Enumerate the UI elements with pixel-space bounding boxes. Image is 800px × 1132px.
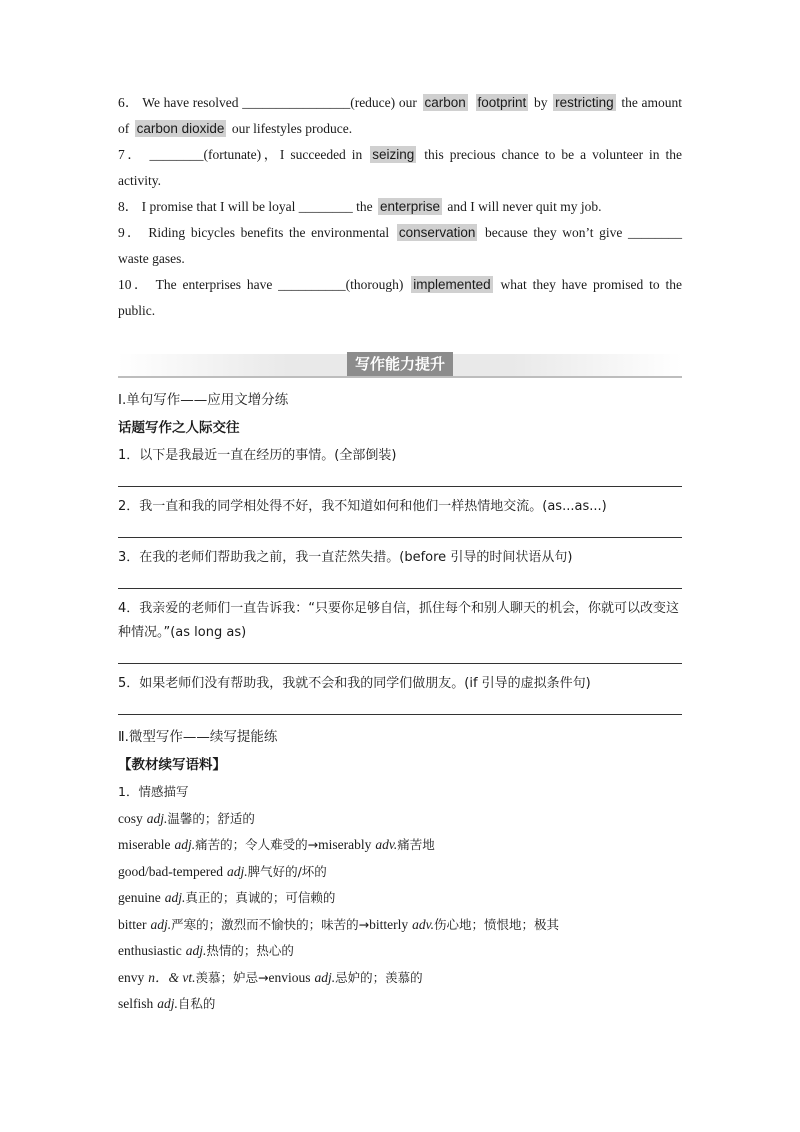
subheading: 1．情感描写 [118, 784, 189, 799]
exercise-7: 7． ________(fortunate)，I succeeded in seizing this precious chance to be a volunteer in the activity. [118, 147, 683, 188]
highlight: enterprise [379, 199, 441, 214]
answer-line[interactable] [118, 570, 682, 589]
answer-line[interactable] [118, 645, 682, 664]
vocab-item: bitter adj.严寒的；激烈而不愉快的；味苦的→bitterly adv.伤心地；愤恨地；极其 [118, 916, 559, 932]
highlight: implemented [413, 277, 491, 292]
highlight: footprint [477, 95, 527, 110]
writing-item-3: 3．在我的老师们帮助我之前，我一直茫然失措。(before 引导的时间状语从句) [118, 546, 682, 589]
material-heading: 【教材续写语料】 [118, 757, 226, 773]
answer-line[interactable] [118, 696, 682, 715]
topic-heading: 话题写作之人际交往 [118, 420, 240, 436]
vocab-item: selfish adj.自私的 [118, 996, 216, 1011]
vocab-item: cosy adj.温馨的；舒适的 [118, 810, 255, 826]
writing-item-5: 5．如果老师们没有帮助我，我就不会和我的同学们做朋友。(if 引导的虚拟条件句) [118, 672, 682, 715]
exercise-6: 6． We have resolved ________________(reduce) our carbon footprint by restricting the amount of carbon dioxide our lifestyles produce. [118, 95, 683, 136]
banner-title: 写作能力提升 [347, 352, 453, 376]
vocab-item: good/bad-tempered adj.脾气好的/坏的 [118, 863, 327, 879]
vocab-item: envy n．& vt.羡慕；妒忌→envious adj.忌妒的；羡慕的 [118, 969, 423, 985]
answer-line[interactable] [118, 468, 682, 487]
highlight: seizing [372, 147, 415, 162]
vocab-item: enthusiastic adj.热情的；热心的 [118, 943, 294, 958]
exercise-8: 8． I promise that I will be loyal ________ the enterprise and I will never quit my job. [118, 199, 602, 214]
highlight: carbon [424, 95, 466, 110]
section2-heading: Ⅱ.微型写作——续写提能练 [118, 729, 278, 745]
writing-item-1: 1．以下是我最近一直在经历的事情。(全部倒装) [118, 444, 682, 487]
vocab-item: miserable adj.痛苦的；令人难受的→miserably adv.痛苦地 [118, 837, 435, 852]
worksheet-page [118, 90, 682, 1018]
highlight: carbon dioxide [136, 121, 225, 136]
writing-item-2: 2．我一直和我的同学相处得不好，我不知道如何和他们一样热情地交流。(as...as...) [118, 495, 682, 538]
vocab-item: genuine adj.真正的；真诚的；可信赖的 [118, 890, 336, 905]
highlight: conservation [398, 225, 476, 240]
exercise-9: 9． Riding bicycles benefits the environmental conservation because they won’t give ________ waste gases. [118, 225, 683, 266]
writing-item-4: 4．我亲爱的老师们一直告诉我：“只要你足够自信，抓住每个和别人聊天的机会，你就可以改变这种情况。”(as long as) [118, 597, 682, 664]
exercise-10: 10． The enterprises have __________(thorough) implemented what they have promised to the public. [118, 277, 683, 318]
answer-line[interactable] [118, 519, 682, 538]
section-banner [118, 354, 682, 378]
highlight: restricting [555, 95, 614, 110]
vocab-list [118, 806, 682, 1018]
section1-heading: Ⅰ.单句写作——应用文增分练 [118, 392, 289, 408]
